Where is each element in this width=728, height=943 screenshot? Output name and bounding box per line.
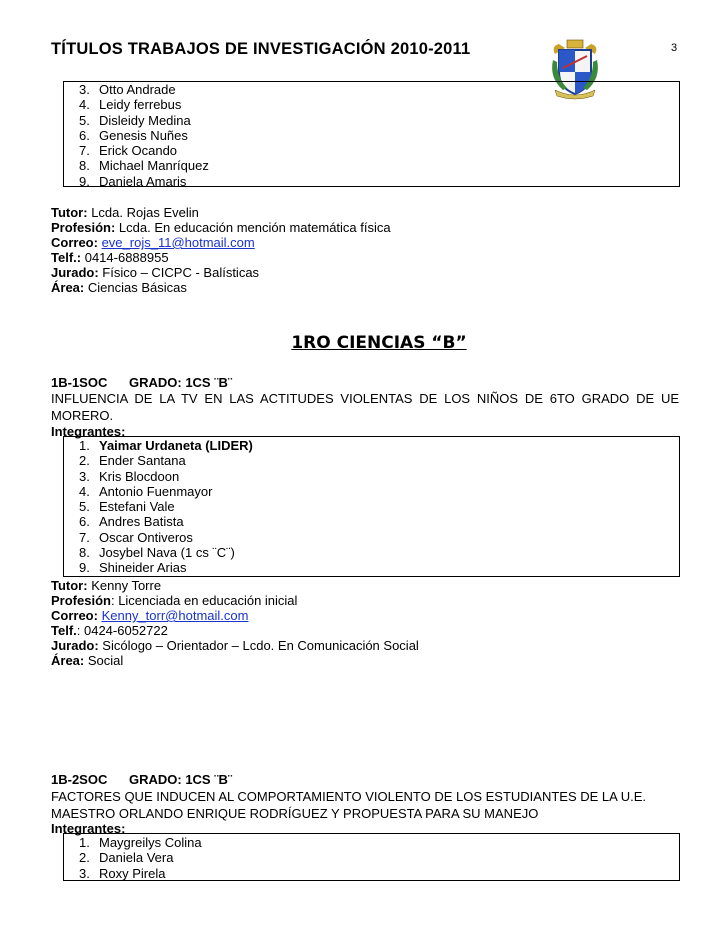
profesion-value: : Licenciada en educación inicial <box>110 593 298 608</box>
project-code: 1B-2SOC <box>51 772 108 787</box>
list-number: 2. <box>79 453 90 469</box>
area-field <box>51 653 123 668</box>
profesion-field <box>51 220 391 235</box>
telf-field <box>51 250 169 265</box>
correo-field <box>51 235 255 250</box>
integrantes-label: Integrantes: <box>51 821 126 836</box>
tutor-label: Tutor: <box>51 205 88 220</box>
list-number: 6. <box>79 127 90 143</box>
member-name: Ender Santana <box>99 453 186 469</box>
member-name: Genesis Nuñes <box>99 127 188 143</box>
tutor-value: Lcda. Rojas Evelin <box>91 205 199 220</box>
member-name: Antonio Fuenmayor <box>99 483 213 499</box>
page-number: 3 <box>671 42 678 54</box>
profesion-label: Profesión: <box>51 220 116 235</box>
jurado-label: Jurado: <box>51 265 99 280</box>
member-name: Leidy ferrebus <box>99 97 182 113</box>
project-title: INFLUENCIA DE LA TV EN LAS ACTITUDES VIOLENTAS DE LOS NIÑOS DE 6TO GRADO DE UE MORERO. <box>51 391 679 423</box>
list-number: 9. <box>79 560 90 576</box>
profesion-field <box>51 593 297 608</box>
member-name: Otto Andrade <box>99 82 176 97</box>
email-link[interactable]: eve_rojs_11@hotmail.com <box>101 235 255 250</box>
list-number: 7. <box>79 529 90 545</box>
member-name: Erick Ocando <box>99 143 178 159</box>
member-name: Oscar Ontiveros <box>99 529 193 545</box>
jurado-field <box>51 638 419 653</box>
member-name: Estefani Vale <box>99 499 175 515</box>
list-number: 4. <box>79 97 90 113</box>
member-name: Michael Manríquez <box>99 158 209 174</box>
member-name: Andres Batista <box>99 514 184 530</box>
list-number: 6. <box>79 514 90 530</box>
member-name: Roxy Pirela <box>99 865 166 881</box>
correo-label: Correo: <box>51 235 98 250</box>
project-code-line <box>51 375 232 390</box>
member-name: Daniela Amaris <box>99 173 187 189</box>
profesion-label: Profesión <box>51 593 111 608</box>
list-number: 5. <box>79 112 90 128</box>
list-number: 2. <box>79 850 90 866</box>
list-number: 3. <box>79 82 90 97</box>
correo-label: Correo: <box>51 608 98 623</box>
member-name: Yaimar Urdaneta (LIDER) <box>99 438 253 453</box>
list-number: 3. <box>79 468 90 484</box>
member-name: Daniela Vera <box>99 850 174 866</box>
area-label: Área: <box>51 280 85 295</box>
correo-field <box>51 608 248 623</box>
member-name: Shineider Arias <box>99 560 187 576</box>
email-link[interactable]: Kenny_torr@hotmail.com <box>101 608 249 623</box>
list-number: 4. <box>79 483 90 499</box>
list-number: 1. <box>79 438 90 453</box>
tutor-field <box>51 578 161 593</box>
telf-label: Telf.: <box>51 250 82 265</box>
member-name: Disleidy Medina <box>99 112 191 128</box>
project-code-line <box>51 772 232 787</box>
project-grado: GRADO: 1CS ¨B¨ <box>128 375 233 390</box>
area-value: Social <box>87 653 124 668</box>
list-number: 3. <box>79 865 90 881</box>
section-heading-text: 1RO CIENCIAS “B” <box>291 333 467 353</box>
jurado-label: Jurado: <box>51 638 99 653</box>
tutor-value: Kenny Torre <box>91 578 162 593</box>
area-value: Ciencias Básicas <box>87 280 187 295</box>
project-title: FACTORES QUE INDUCEN AL COMPORTAMIENTO VIOLENTO DE LOS ESTUDIANTES DE LA U.E. MAESTRO ORLANDO ENRIQUE RODRÍGUEZ Y PROPUESTA PARA SU MANEJO <box>51 789 646 821</box>
area-field <box>51 280 187 295</box>
list-number: 7. <box>79 143 90 159</box>
list-number: 8. <box>79 545 90 561</box>
list-number: 1. <box>79 835 90 850</box>
project-grado: GRADO: 1CS ¨B¨ <box>128 772 233 787</box>
profesion-value: Lcda. En educación mención matemática física <box>118 220 391 235</box>
tutor-label: Tutor: <box>51 578 88 593</box>
area-label: Área: <box>51 653 85 668</box>
telf-label: Telf. <box>51 623 77 638</box>
page-title: TÍTULOS TRABAJOS DE INVESTIGACIÓN 2010-2011 <box>51 40 471 58</box>
section-heading <box>0 333 728 353</box>
list-number: 5. <box>79 499 90 515</box>
telf-value: : 0424-6052722 <box>76 623 168 638</box>
jurado-value: Sicólogo – Orientador – Lcdo. En Comunicación Social <box>102 638 419 653</box>
integrantes-label: Integrantes: <box>51 424 126 439</box>
jurado-field <box>51 265 259 280</box>
member-name: Kris Blocdoon <box>99 468 180 484</box>
tutor-field <box>51 205 199 220</box>
list-number: 9. <box>79 173 90 189</box>
telf-field <box>51 623 168 638</box>
telf-value: 0414-6888955 <box>84 250 169 265</box>
jurado-value: Físico – CICPC - Balísticas <box>102 265 260 280</box>
list-number: 8. <box>79 158 90 174</box>
project-code: 1B-1SOC <box>51 375 108 390</box>
member-name: Josybel Nava (1 cs ¨C¨) <box>99 545 235 561</box>
member-name: Maygreilys Colina <box>99 835 202 850</box>
